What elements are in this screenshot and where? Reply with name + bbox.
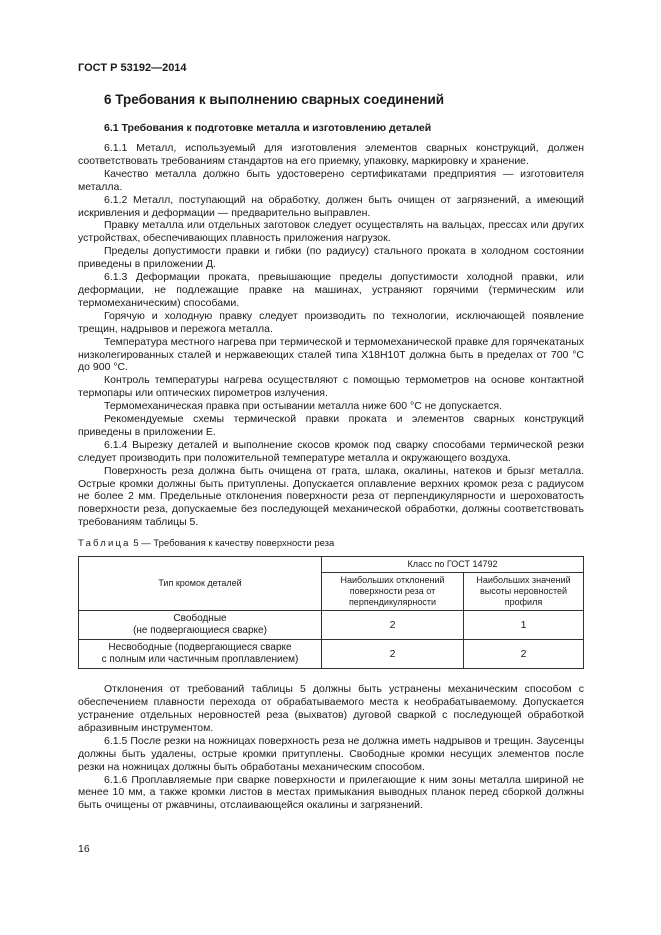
surface-quality-table	[78, 556, 584, 669]
table-cell-roughness: 2	[464, 640, 584, 669]
paragraph: 6.1.3 Деформации проката, превышающие пределы допустимости холодной правки, или деформации, не подлежащие правке на машинах, устраняют горячими (термическим или термомеханическим) способами.	[78, 271, 584, 309]
document-header: ГОСТ Р 53192—2014	[78, 62, 187, 74]
table-cell-roughness: 1	[464, 611, 584, 640]
paragraph: 6.1.2 Металл, поступающий на обработку, должен быть очищен от загрязнений, а имеющий искривления и деформации — предварительно выправлен.	[78, 193, 584, 219]
table-caption-text: 5 — Требования к качеству поверхности реза	[133, 538, 335, 550]
paragraph: Рекомендуемые схемы термической правки проката и элементов сварных конструкций приведены в приложении Е.	[78, 413, 584, 438]
table-cell-edge-type	[79, 611, 322, 640]
paragraph: Термомеханическая правка при остывании металла ниже 600 °С не допускается.	[104, 400, 502, 413]
table-cell-perpendicularity: 2	[322, 611, 464, 640]
table-cell-edge-type	[79, 640, 322, 669]
edge-type-line: с полным или частичным проплавлением)	[101, 654, 299, 666]
table-header-perpendicularity: Наибольших отклонений поверхности реза от перпендикулярности	[322, 573, 464, 611]
paragraph: 6.1.5 После резки на ножницах поверхность реза не должна иметь надрывов и трещин. Заусенцы должны быть удалены, острые кромки притуплены. Свободные кромки несущих элементов после резки на ножницах должны быть обработаны механическим способом.	[78, 734, 584, 773]
edge-type-line: (не подвергающиеся сварке)	[133, 625, 267, 637]
table-caption-label: Таблица	[78, 538, 131, 550]
paragraph: 6.1.1 Металл, используемый для изготовления элементов сварных конструкций, должен соответствовать требованиям стандартов на его приемку, упаковку, маркировку и хранение.	[78, 142, 584, 167]
paragraph: Пределы допустимости правки и гибки (по радиусу) стального проката в холодном состоянии приведены в приложении Д.	[78, 245, 584, 271]
table-row	[79, 640, 584, 669]
paragraph: Поверхность реза должна быть очищена от грата, шлака, окалины, натеков и брызг металла. Острые кромки должны быть притуплены. Допускается оплавление верхних кромок реза с радиусом не более 2 мм. Предельные отклонения поверхности реза от перпендикулярности и шероховатость поверхности реза, допускаемые без последующей механической обработки, должны соответствовать требованиям таблицы 5.	[78, 464, 584, 529]
table-header-gost-class: Класс по ГОСТ 14792	[322, 557, 584, 573]
table-cell-perpendicularity: 2	[322, 640, 464, 669]
paragraph: Контроль температуры нагрева осуществляют с помощью термометров на основе контактной термопары или оптических пирометров излучения.	[78, 374, 584, 400]
page-content	[78, 92, 584, 812]
subsection-title: 6.1 Требования к подготовке металла и изготовлению деталей	[104, 122, 432, 134]
paragraph: Горячую и холодную правку следует производить по технологии, исключающей появление трещин, надрывов и пережога металла.	[78, 309, 584, 335]
paragraphs-before-table	[78, 142, 584, 529]
table-header-roughness: Наибольших значений высоты неровностей профиля	[464, 573, 584, 611]
paragraph: Правку металла или отдельных заготовок следует осуществлять на вальцах, прессах или других устройствах, обеспечивающих плавность приложения нагрузок.	[78, 219, 584, 245]
paragraphs-after-table	[78, 683, 584, 812]
paragraph: Температура местного нагрева при термической и термомеханической правке для горячекатаных низколегированных сталей и нержавеющих сталей типа Х18Н10Т должна быть в пределах от 700 °С до 900 °С.	[78, 335, 584, 374]
section-title: 6 Требования к выполнению сварных соединений	[104, 92, 445, 107]
paragraph: 6.1.4 Вырезку деталей и выполнение скосов кромок под сварку способами термической резки следует производить при положительной температуре металла и окружающего воздуха.	[78, 438, 584, 464]
edge-type-line: Свободные	[173, 613, 227, 625]
paragraph: Отклонения от требований таблицы 5 должны быть устранены механическим способом с обеспечением плавности перехода от обрабатываемого места к необрабатываемому. Допускается устранение отдельных неровностей реза (выхватов) дуговой сваркой с последующей обработкой абразивным инструментом.	[78, 683, 584, 734]
page-number: 16	[78, 843, 90, 855]
table-row	[79, 611, 584, 640]
paragraph: Качество металла должно быть удостоверено сертификатами предприятия — изготовителя металла.	[78, 167, 584, 193]
table-header-edge-type: Тип кромок деталей	[79, 557, 322, 611]
table-caption	[78, 538, 584, 550]
edge-type-line: Несвободные (подвергающиеся сварке	[108, 642, 292, 654]
paragraph: 6.1.6 Проплавляемые при сварке поверхности и прилегающие к ним зоны металла шириной не менее 10 мм, а также кромки листов в местах примыкания выводных планок перед сборкой должны быть очищены от ржавчины, отслаивающейся окалины и загрязнений.	[78, 773, 584, 812]
